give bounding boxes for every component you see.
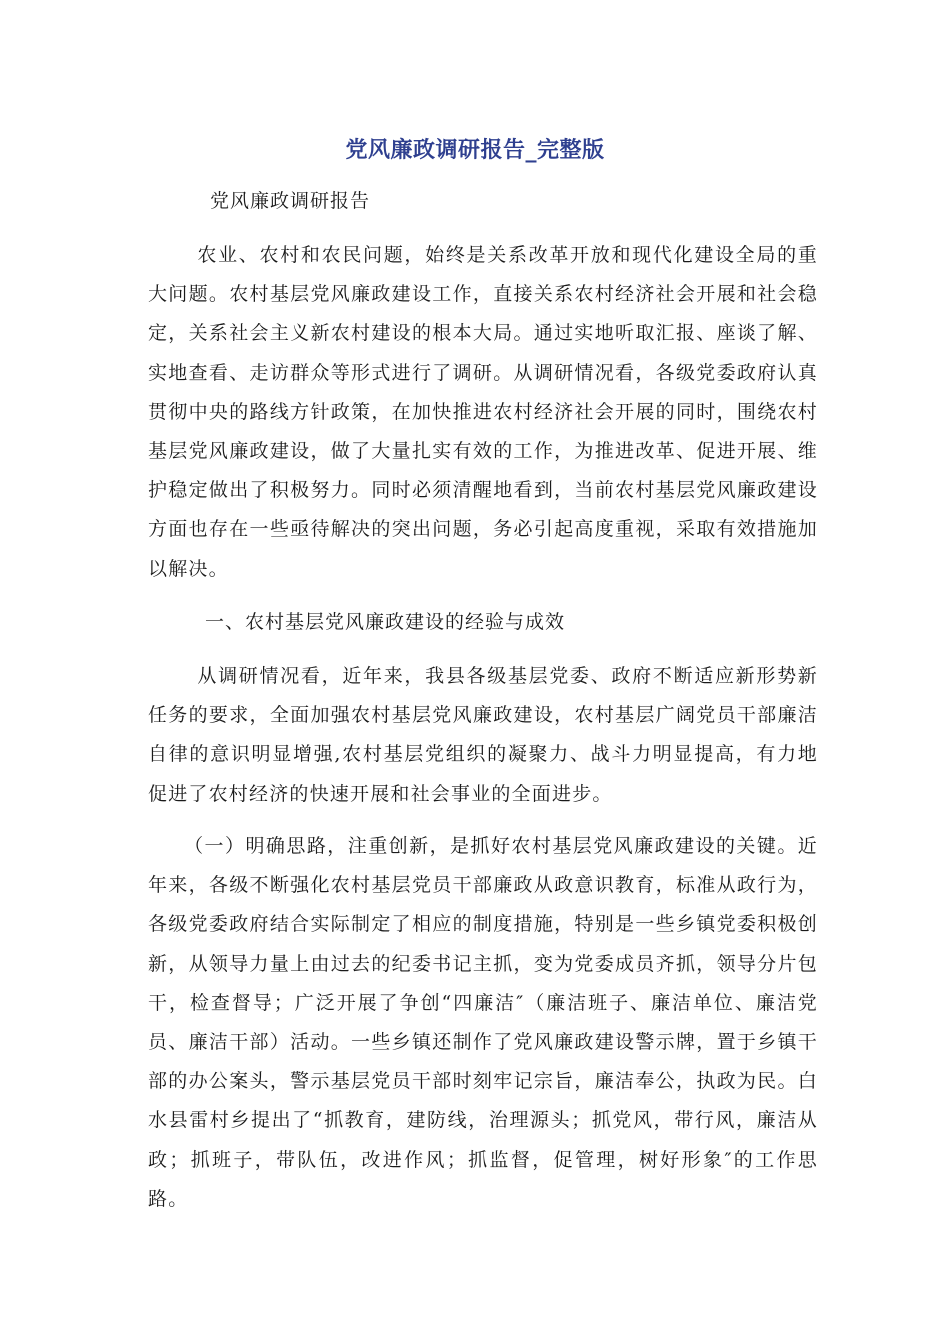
paragraph-subsection-1: （一）明确思路，注重创新，是抓好农村基层党风廉政建设的关键。近年来，各级不断强化农村基层党员干部廉政从政意识教育，标准从政行为，各级党委政府结合实际制定了相应的制度措施，特别是一些乡镇党委积极创新，从领导力量上由过去的纪委书记主抓，变为党委成员齐抓，领导分片包干，检查督导；广泛开展了争创“四廉洁″（廉洁班子、廉洁单位、廉洁党员、廉洁干部）活动。一些乡镇还制作了党风廉政建设警示牌，置于乡镇干部的办公案头，警示基层党员干部时刻牢记宗旨，廉洁奉公，执政为民。白水县雷村乡提出了“抓教育，建防线，治理源头；抓党风，带行风，廉洁从政；抓班子，带队伍，改进作风；抓监督，促管理，树好形象″的工作思路。 xyxy=(148,835,818,1210)
document-title: 党风廉政调研报告_完整版 xyxy=(345,138,605,163)
paragraph-overview: 从调研情况看，近年来，我县各级基层党委、政府不断适应新形势新任务的要求，全面加强农村基层党风廉政建设，农村基层广阔党员干部廉洁自律的意识明显增强,农村基层党组织的凝聚力、战斗力明显提高，有力地促进了农村经济的快速开展和社会事业的全面进步。 xyxy=(148,665,818,805)
section-heading: 一、农村基层党风廉政建设的经验与成效 xyxy=(205,611,566,633)
paragraph-intro: 农业、农村和农民问题，始终是关系改革开放和现代化建设全局的重大问题。农村基层党风廉政建设工作，直接关系农村经济社会开展和社会稳定，关系社会主义新农村建设的根本大局。通过实地听取汇报、座谈了解、实地查看、走访群众等形式进行了调研。从调研情况看，各级党委政府认真贯彻中央的路线方针政策，在加快推进农村经济社会开展的同时，围绕农村基层党风廉政建设，做了大量扎实有效的工作，为推进改革、促进开展、维护稳定做出了积极努力。同时必须清醒地看到，当前农村基层党风廉政建设方面也存在一些亟待解决的突出问题，务必引起高度重视，采取有效措施加以解决。 xyxy=(148,244,818,580)
document-subtitle: 党风廉政调研报告 xyxy=(210,190,371,212)
